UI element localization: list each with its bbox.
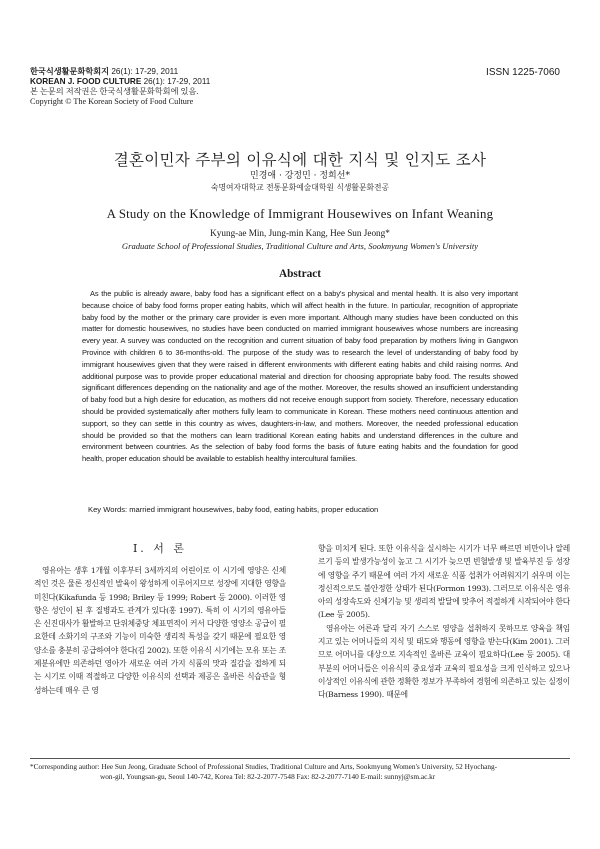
authors-en: Kyung-ae Min, Jung-min Kang, Hee Sun Jeong* <box>210 228 390 238</box>
journal-name-en: KOREAN J. FOOD CULTURE <box>30 77 142 86</box>
abstract-heading: Abstract <box>278 268 322 280</box>
copyright-ko: 본 논문의 저작권은 한국식생활문화학회에 있음. <box>30 87 199 96</box>
affiliation-en: Graduate School of Professional Studies, Traditional Culture and Arts, Sookmyung Women's University <box>121 241 479 251</box>
issn-number: ISSN 1225-7060 <box>486 67 560 78</box>
paper-title-en: A Study on the Knowledge of Immigrant Housewives on Infant Weaning <box>106 207 494 221</box>
abstract-text: As the public is already aware, baby food has a significant effect on a baby's physical and mental health. It is also very important because choice of baby food forms proper eating habits, which will affect health in the future. In particular, recognition of appropriate baby food by the mother or the primary care provider is even more important. Although many studies have been conducted on this matter for domestic housewives, no studies have been conducted on married immigrant housewives whose numbers are increasing every year. A survey was conducted on the recognition and current situation of baby food preparation by mothers living in Gangwon Province with children 6 to 36-months-old. The purpose of the study was to research the level of understanding of baby food by immigrant housewives given that they were raised in different environments with different eating habits and child raising norms. And additional purpose was to provide proper educational material and direction for choosing appropriate baby food. The results showed significant differences depending on the nationality and age of the mother. Moreover, the results showed an insufficient understanding of baby food but a high desire for education, as mothers did not receive enough support from society. Therefore, necessary education should be provided systematically after mothers fully learn to communicate in Korean. These mothers need continuous attention and support, so they can settle in this country as wives, daughters-in-law, and mothers. Moreover, the needed professional education should be provided so that the mothers can learn traditional Korean eating habits and understand differences in the culture and environment between countries. As the selection of baby food forms the basis of future eating habits and the foundation for good health, proper education should be available to establish healthy intercultural families. <box>82 289 518 464</box>
body-paragraph: 영유아는 생후 1개월 이후부터 3세까지의 어린이로 이 시기에 영양은 신체적인 것은 물론 정신적인 발육이 왕성하게 이루어지므로 성장에 지대한 영향을 미친다(Kikafunda 등 1998; Briley 등 1999; Robert 등 2000). 이러한 영향은 성인이 된 후 질병과도 관계가 있다(홍 1997). 특히 이 시기의 영유아들은 신진대사가 활발하고 단위체중당 체표면적이 커서 다양한 영양소 공급이 필요한데 소화기의 구조와 기능이 미숙한 생리적 특성을 갖기 때문에 필요한 영양소를 충분히 공급하여야 한다(김 2002). 또한 이유식 시기에는 모유 또는 조제분유에만 의존하던 영아가 새로운 여러 가지 식품의 맛과 질감을 접하게 되는 시기로 이때 적절하고 다양한 이유식의 선택과 제공은 올바른 식습관을 형성하는데 매우 큰 영 <box>34 566 286 695</box>
journal-header <box>30 67 210 107</box>
keywords <box>88 505 518 514</box>
body-paragraph: 영유아는 어른과 달리 자기 스스로 영양을 섭취하지 못하므로 양육을 책임지고 있는 어머니들의 지식 및 태도와 행동에 영향을 받는다(Kim 2001). 그러므로 어머니를 대상으로 지속적인 올바른 교육이 필요하다(Lee 등 2005). 대부분의 어머니들은 이유식의 중요성과 교육의 필요성을 크게 인식하고 있으나 이상적인 이유식에 관한 정확한 정보가 부족하여 경험에 의존하고 있는 실정이다(Barness 1990). 때문에 <box>318 623 570 700</box>
journal-name-ko-line <box>30 67 210 77</box>
section-heading-introduction: I. 서 론 <box>132 542 188 555</box>
copyright-en: Copyright © The Korean Society of Food Culture <box>30 97 194 106</box>
footnote-divider <box>30 758 570 759</box>
footnote-line: *Corresponding author: Hee Sun Jeong, Graduate School of Professional Studies, Traditional Culture and Arts, Sookmyung Women's University, 52 Hyochang- <box>30 762 498 771</box>
keywords-list: married immigrant housewives, baby food, eating habits, proper education <box>127 505 379 514</box>
body-column-left <box>34 542 286 697</box>
footnote-line: won-gil, Youngsan-gu, Seoul 140-742, Korea Tel: 82-2-2077-7548 Fax: 82-2-2077-7140 E-mail: sunnyj@sm.ac.kr <box>100 772 436 781</box>
paper-title-ko: 결혼이민자 주부의 이유식에 대한 지식 및 인지도 조사 <box>113 151 487 169</box>
journal-volume-en: 26(1): 17-29, 2011 <box>141 77 211 86</box>
journal-name-en-line <box>30 77 210 87</box>
corresponding-author-footnote <box>30 762 570 782</box>
body-column-right <box>318 542 570 702</box>
authors-ko: 민경애 · 강정민 · 정희선* <box>250 171 350 181</box>
body-paragraph: 향을 미치게 된다. 또한 이유식을 실시하는 시기가 너무 빠르면 비만이나 알레르기 등의 발생가능성이 높고 그 시기가 늦으면 빈혈발생 및 발육부진 등 성장에 영향을 주기 때문에 여러 가지 새로운 식품 섭취가 어려워지기 쉬우며 이는 정신적으로도 불안정한 상태가 된다(Formon 1993). 그러므로 이유식은 영유아의 성장속도와 신체기능 및 생리적 발달에 맞추어 적절하게 시작되어야 한다(Lee 등 2005). <box>318 544 570 620</box>
journal-volume-ko: 26(1): 17-29, 2011 <box>109 67 179 76</box>
keywords-label: Key Words: <box>88 505 128 514</box>
journal-name-ko: 한국식생활문화학회지 <box>30 67 110 76</box>
affiliation-ko: 숙명여자대학교 전통문화예술대학원 식생활문화전공 <box>210 183 390 192</box>
